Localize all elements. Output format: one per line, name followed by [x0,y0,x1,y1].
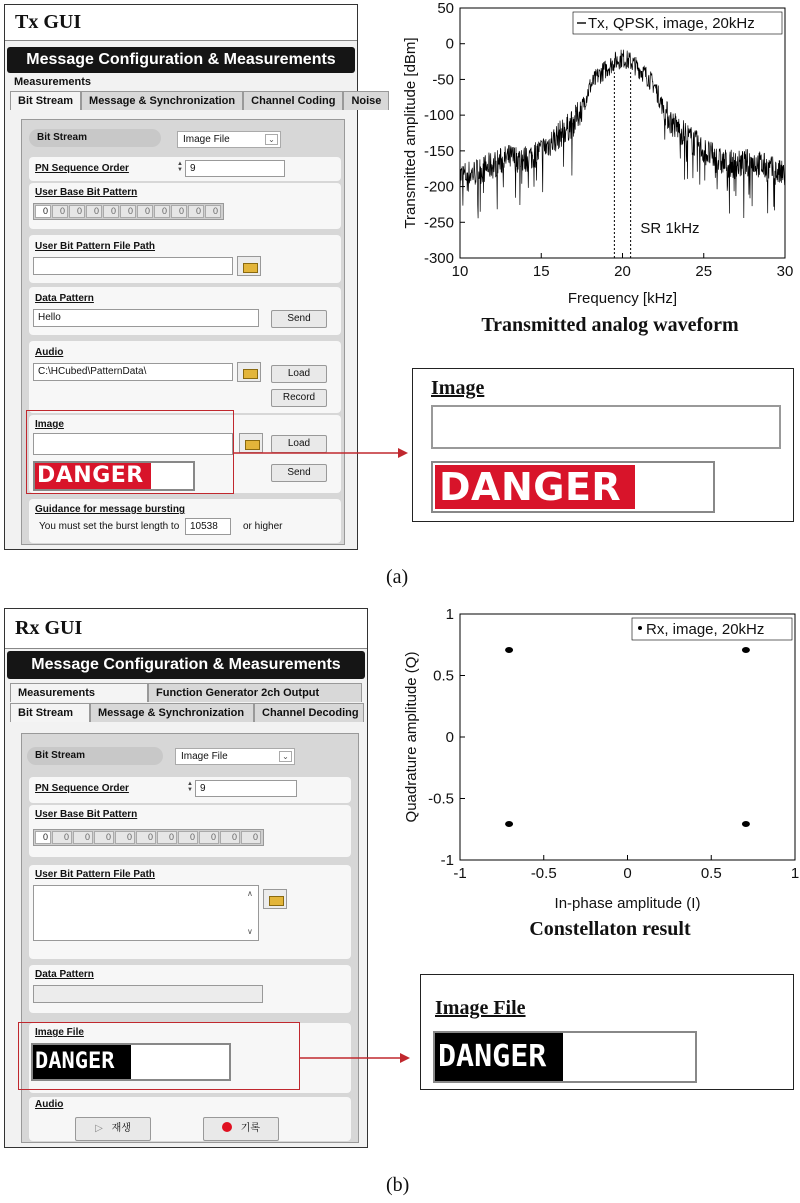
tx-audio-path-input[interactable]: C:\HCubed\PatternData\ [33,363,233,381]
rx-tab-function-generator[interactable]: Function Generator 2ch Output [148,683,362,702]
constellation-point [505,647,513,653]
x-tick-label: 0 [623,865,632,882]
rx-user-base-cell[interactable]: 0 [220,831,240,844]
rx-user-base-cell[interactable]: 0 [178,831,198,844]
tx-user-base-row[interactable] [33,203,224,220]
rx-zoom-arrow [296,1050,416,1070]
rx-x-axis-title: In-phase amplitude (I) [554,895,701,912]
rx-zoom-danger-image: DANGER [435,1033,563,1081]
rx-user-base-cell[interactable]: 0 [73,831,93,844]
x-tick-label: -1 [453,865,467,882]
scroll-down-icon[interactable]: ∨ [247,927,253,936]
chevron-down-icon: ⌄ [265,134,278,145]
rx-data-pattern-field [33,985,263,1003]
y-tick-label: -150 [423,142,454,160]
tx-y-axis-title: Transmitted amplitude [dBm] [402,37,419,229]
rx-play-button[interactable] [75,1117,151,1141]
rx-pn-label: PN Sequence Order [35,783,129,794]
rx-danger-image: DANGER [33,1045,131,1079]
tx-image-zoom-box [412,368,794,522]
y-tick-label: -300 [423,250,454,267]
tx-user-base-cell[interactable]: 0 [137,205,153,218]
tx-file-path-label: User Bit Pattern File Path [35,241,156,252]
x-tick-label: 15 [532,263,550,280]
tx-user-base-first[interactable]: 0 [35,205,51,218]
y-tick-label: -50 [432,71,454,89]
tx-user-base-cell[interactable]: 0 [154,205,170,218]
rx-record-label: 기록 [240,1123,261,1134]
rx-image-file-label: Image File [35,1027,84,1038]
folder-icon[interactable] [263,889,287,909]
spectrum-trace-line [460,50,785,219]
figure-label-a: (a) [386,566,409,588]
tx-tab-bar [10,91,389,110]
record-icon [222,1122,232,1132]
tx-image-send-button[interactable]: Send [271,464,327,482]
rx-bit-stream-label: Bit Stream [35,750,86,761]
tx-plot-frame [460,8,785,258]
tx-bit-stream-label: Bit Stream [37,132,88,143]
constellation-point [742,647,750,653]
rx-user-base-label: User Base Bit Pattern [35,809,138,820]
rx-constellation-chart [400,604,800,914]
tx-guidance-label: Guidance for message bursting [35,504,186,515]
spinner-arrows-icon[interactable]: ▲ ▼ [177,161,183,173]
tx-guidance-suffix: or higher [243,521,283,532]
rx-file-path-textarea[interactable] [33,885,259,941]
rx-top-tab-bar [10,683,362,702]
sr-annotation: SR 1kHz [640,220,700,237]
tx-user-base-cell[interactable]: 0 [120,205,136,218]
tx-data-send-button[interactable]: Send [271,310,327,328]
y-tick-label: 50 [437,0,454,17]
rx-bit-stream-select-value: Image File [181,751,228,762]
tx-user-base-cell[interactable]: 0 [205,205,221,218]
tx-zoom-path-field [431,405,781,449]
folder-icon[interactable] [237,256,261,276]
tx-tab-bit-stream[interactable]: Bit Stream [10,91,81,110]
rx-gui-title: Rx GUI [5,609,367,649]
rx-image-highlight-box [18,1022,300,1090]
rx-legend-label: Rx, image, 20kHz [646,621,765,638]
tx-pn-input[interactable]: 9 [185,160,285,177]
tx-pn-label: PN Sequence Order [35,163,129,174]
y-tick-label: 1 [445,606,454,623]
chevron-down-icon: ⌄ [279,751,292,762]
folder-icon[interactable] [237,362,261,382]
rx-tab-bit-stream[interactable]: Bit Stream [10,703,90,722]
tx-burst-length-field: 10538 [185,518,231,535]
rx-zoom-label: Image File [435,997,526,1019]
tx-tab-noise[interactable]: Noise [343,91,389,110]
rx-tab-measurements[interactable]: Measurements [10,683,148,702]
x-tick-label: -0.5 [530,865,557,882]
tx-user-base-cell[interactable]: 0 [69,205,85,218]
tx-bit-stream-select-value: Image File [183,134,230,145]
rx-pn-input[interactable]: 9 [195,780,297,797]
tx-user-base-cell[interactable]: 0 [52,205,68,218]
y-tick-label: -250 [423,214,454,232]
rx-data-pattern-label: Data Pattern [35,969,94,980]
rx-user-base-cell[interactable]: 0 [52,831,72,844]
rx-user-base-cell[interactable]: 0 [199,831,219,844]
tx-data-pattern-label: Data Pattern [35,293,94,304]
tx-user-base-cell[interactable]: 0 [171,205,187,218]
rx-file-path-label: User Bit Pattern File Path [35,869,156,880]
rx-audio-label: Audio [35,1099,64,1110]
constellation-point [505,821,513,827]
rx-image-zoom-box [420,974,794,1090]
y-tick-label: -1 [440,852,454,869]
rx-user-base-cell[interactable]: 0 [94,831,114,844]
y-tick-label: 0 [445,35,454,53]
y-tick-label: -100 [423,107,454,125]
tx-audio-record-button[interactable]: Record [271,389,327,407]
tx-user-base-cell[interactable]: 0 [86,205,102,218]
figure-label-b: (b) [386,1174,410,1196]
tx-user-base-cell[interactable]: 0 [188,205,204,218]
rx-y-axis-title: Quadrature amplitude (Q) [403,651,420,823]
x-tick-label: 1 [790,865,800,882]
rx-tab-bar [10,703,364,722]
tx-measurements-tab[interactable]: Measurements [14,76,92,88]
tx-zoom-arrow [230,440,410,470]
tx-data-pattern-input[interactable]: Hello [33,309,259,327]
rx-user-base-first[interactable]: 0 [35,831,51,844]
tx-gui-title: Tx GUI [5,5,357,41]
tx-banner: Message Configuration & Measurements [7,47,355,73]
rx-play-label: 재생 [111,1123,131,1134]
rx-legend-swatch [638,626,642,630]
rx-tab-message-sync[interactable]: Message & Synchronization [90,703,254,722]
scroll-up-icon[interactable]: ∧ [247,889,253,898]
tx-audio-load-button[interactable]: Load [271,365,327,383]
rx-bit-stream-select[interactable] [175,748,295,765]
rx-chart-caption: Constellaton result [529,918,691,940]
tx-danger-image: DANGER [35,463,151,489]
rx-tab-channel-decoding[interactable]: Channel Decoding [254,703,364,722]
tx-bit-stream-select[interactable] [177,131,281,148]
rx-record-button[interactable] [203,1117,279,1141]
tx-spectrum-chart [400,0,800,310]
x-tick-label: 25 [695,263,713,280]
tx-chart-caption: Transmitted analog waveform [481,314,739,336]
x-tick-label: 0.5 [700,865,722,882]
tx-user-base-cell[interactable]: 0 [103,205,119,218]
tx-x-axis-title: Frequency [kHz] [567,290,678,307]
tx-file-path-input[interactable] [33,257,233,275]
tx-user-base-label: User Base Bit Pattern [35,187,138,198]
tx-legend-label: Tx, QPSK, image, 20kHz [588,15,755,32]
rx-user-base-cell[interactable]: 0 [241,831,261,844]
rx-user-base-cell[interactable]: 0 [157,831,177,844]
rx-banner: Message Configuration & Measurements [7,651,365,679]
play-icon: ▷ [95,1123,103,1134]
tx-zoom-label: Image [431,377,485,399]
x-tick-label: 20 [614,263,631,280]
tx-image-highlight-box [26,410,234,494]
tx-guidance-prefix: You must set the burst length to [39,521,180,532]
tx-tab-channel-coding[interactable]: Channel Coding [243,91,343,110]
tx-tab-message-sync[interactable]: Message & Synchronization [81,91,243,110]
y-tick-label: 0.5 [433,667,454,685]
y-tick-label: 0 [445,729,454,746]
y-tick-label: -0.5 [428,790,454,808]
constellation-point [742,821,750,827]
rx-user-base-cell[interactable]: 0 [136,831,156,844]
y-tick-label: -200 [423,178,454,196]
rx-user-base-row[interactable] [33,829,264,846]
tx-zoom-danger-image: DANGER [435,465,635,509]
spinner-arrows-icon[interactable]: ▲ ▼ [187,781,193,793]
tx-image-label: Image [35,419,64,430]
tx-audio-label: Audio [35,347,64,358]
tx-image-load-button[interactable]: Load [271,435,327,453]
x-tick-label: 10 [451,263,469,280]
rx-user-base-cell[interactable]: 0 [115,831,135,844]
x-tick-label: 30 [776,263,794,280]
